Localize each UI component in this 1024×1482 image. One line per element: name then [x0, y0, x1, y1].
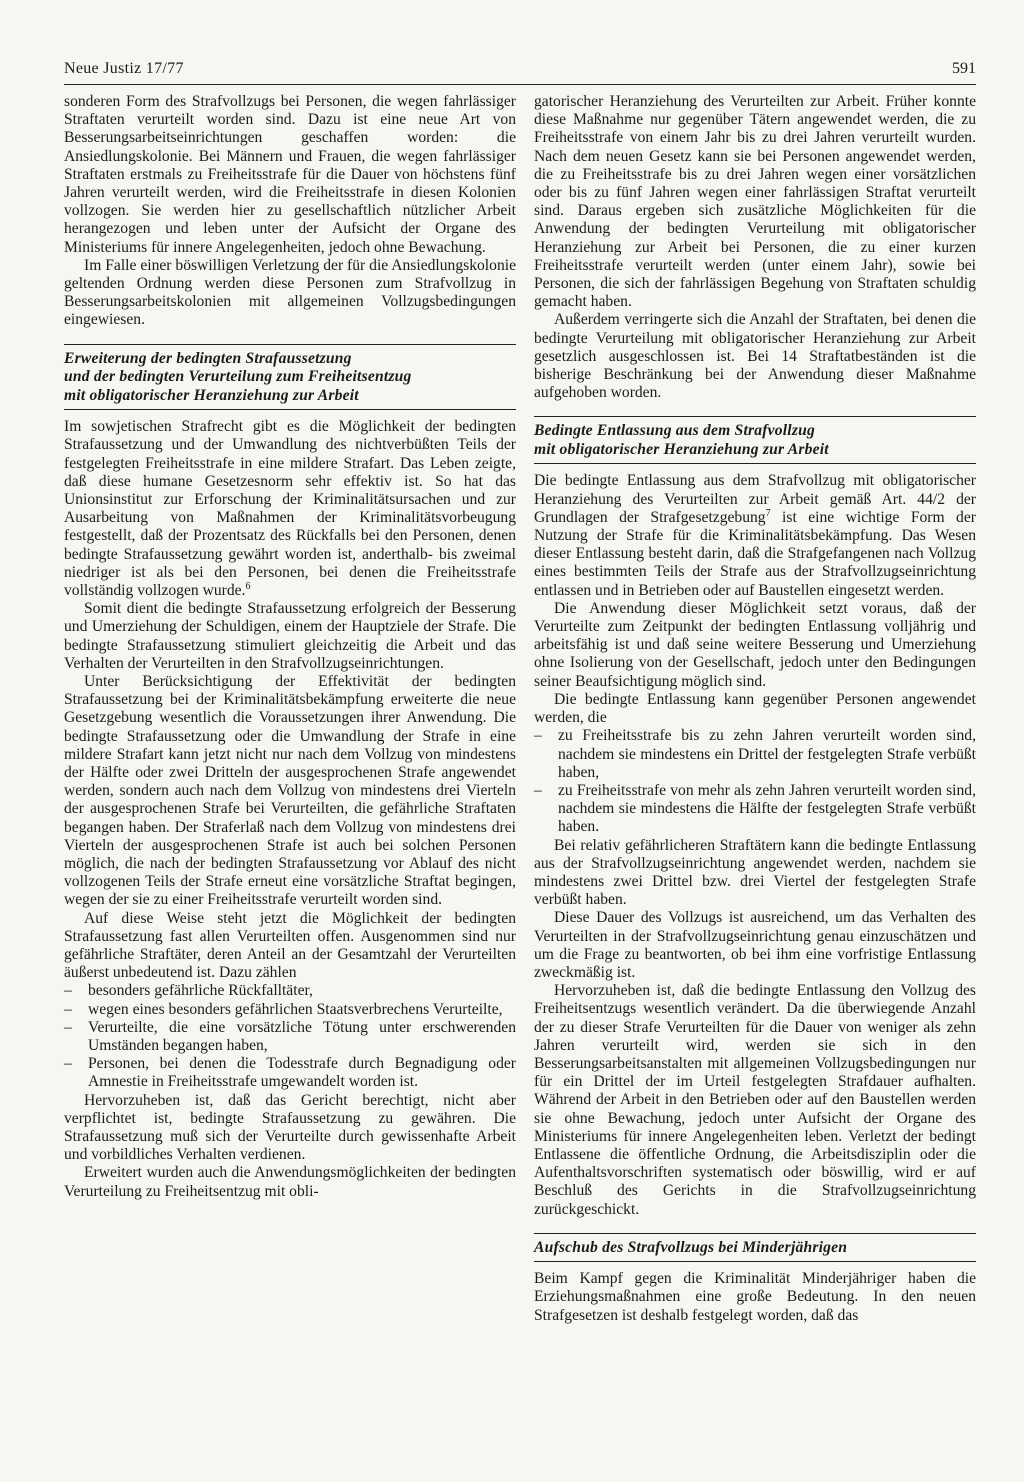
heading-line: mit obligatorischer Heranziehung zur Arbeit: [64, 386, 359, 404]
paragraph: Hervorzuheben ist, daß die bedingte Entlassung den Vollzug des Freiheitsentzugs wesentlich verändert. Da die überwiegende Anzahl der zu dieser Strafe Verurteilten für die Dauer von weniger als zehn Jahren verurteilt wird, werden sie sich in den Besserungsarbeitsanstalten mit allgemeinen Vollzugsbedingungen nur für ein Drittel der im Urteil festgelegten Strafdauer aufhalten. Während der Arbeit in den Betrieben oder auf den Baustellen werden sie ohne Bewachung, jedoch unter Aufsicht der Organe des Ministeriums für innere Angelegenheiten leben. Verletzt der bedingt Entlassene die öffentliche Ordnung, die Arbeitsdisziplin oder die Aufenthaltsvorschriften systematisch oder böswillig, wird er auf Beschluß des Gerichts in die Strafvollzugseinrichtung zurückgeschickt.: [534, 982, 976, 1218]
section-heading: [534, 1233, 976, 1263]
page-number: 591: [952, 60, 976, 77]
paragraph: Im Falle einer böswilligen Verletzung der für die Ansiedlungskolonie geltenden Ordnung werden diese Personen zum Strafvollzug in Besserungsarbeitskolonien mit allgemeinen Vollzugsbedingungen eingewiesen.: [64, 256, 516, 329]
footnote-ref: 7: [765, 507, 771, 519]
list-item: – Verurteilte, die eine vorsätzliche Tötung unter erschwerenden Umständen begangen haben,: [64, 1019, 516, 1055]
paragraph: Die Anwendung dieser Möglichkeit setzt voraus, daß der Verurteilte zum Zeitpunkt der bedingten Entlassung volljährig und arbeitsfähig ist und daß seine weitere Besserung und Umerziehung ohne Isolierung von der Gesellschaft, jedoch unter den Bedingungen seiner Beaufsichtigung möglich sind.: [534, 599, 976, 690]
list-item: – zu Freiheitsstrafe bis zu zehn Jahren verurteilt worden sind, nachdem sie mindestens ein Drittel der festgelegten Strafe verbüßt haben,: [534, 727, 976, 782]
paragraph: gatorischer Heranziehung des Verurteilten zur Arbeit. Früher konnte diese Maßnahme nur gegenüber Tätern angewendet werden, die zu Freiheitsstrafe von einem Jahr bis zu drei Jahren verurteilt wurden. Nach dem neuen Gesetz kann sie bei Personen angewendet werden, die zu Freiheitsstrafe bis zu drei Jahren wegen einer vorsätzlichen oder bis zu fünf Jahren wegen einer fahrlässigen Straftat verurteilt sind. Daraus ergeben sich zusätzliche Möglichkeiten für die Anwendung der bedingten Verurteilung mit obligatorischer Heranziehung zur Arbeit bei Personen, die zu einer kurzen Freiheitsstrafe verurteilt werden (unter einem Jahr), sowie bei Personen, die sich der fahrlässigen Begehung von Straftaten schuldig gemacht haben.: [534, 93, 976, 311]
right-column: [534, 93, 976, 1325]
list-item: – wegen eines besonders gefährlichen Staatsverbrechens Verurteilte,: [64, 1001, 516, 1019]
paragraph-text: Die bedingte Entlassung aus dem Strafvollzug mit obligatorischer Heranziehung des Verurteilten zur Arbeit gemäß Art. 44/2 der Grundlagen der Strafgesetzgebung: [534, 472, 976, 526]
paragraph: Außerdem verringerte sich die Anzahl der Straftaten, bei denen die bedingte Verurteilung mit obligatorischer Heranziehung zur Arbeit gesetzlich ausgeschlossen ist. Bei 14 Straftatbeständen ist die bisherige Beschränkung bei der Anwendung dieser Maßnahme aufgehoben worden.: [534, 311, 976, 402]
journal-title: Neue Justiz 17/77: [64, 60, 184, 77]
heading-line: Bedingte Entlassung aus dem Strafvollzug: [534, 422, 815, 440]
paragraph: Die bedingte Entlassung kann gegenüber Personen angewendet werden, die: [534, 690, 976, 727]
paragraph-text: ist eine wichtige Form der Nutzung der Strafe für die Kriminalitätsbekämpfung. Das Wesen dieser Entlassung besteht darin, daß die Strafgefangenen nach Vollzug eines bestimmten Teils der Strafe aus der Strafvollzugseinrichtung entlassen und in Betrieben oder auf Baustellen eingesetzt werden.: [534, 508, 976, 599]
paragraph: Diese Dauer des Vollzugs ist ausreichend, um das Verhalten des Verurteilten in der Strafvollzugseinrichtung genau einzuschätzen und um die Frage zu beantworten, ob bei ihm eine vorfristige Entlassung zweckmäßig ist.: [534, 909, 976, 981]
paragraph: Hervorzuheben ist, daß das Gericht berechtigt, nicht aber verpflichtet ist, bedingte Strafaussetzung zu gewähren. Die Strafaussetzung muß sich der Verurteilte durch gewissenhafte Arbeit und vorbildliches Verhalten verdienen.: [64, 1091, 516, 1164]
heading-line: Aufschub des Strafvollzugs bei Minderjährigen: [534, 1238, 848, 1256]
paragraph: sonderen Form des Strafvollzugs bei Personen, die wegen fahrlässiger Straftaten verurteilt worden sind. Dazu ist eine neue Art von Besserungsarbeitseinrichtungen geschaffen worden: die Ansiedlungskolonie. Bei Männern und Frauen, die wegen fahrlässiger Straftaten erstmals zu Freiheitsstrafe für die Dauer von höchstens fünf Jahren verurteilt werden, wird die Freiheitsstrafe in diesen Kolonien vollzogen. Sie werden hier zu gesellschaftlich nützlicher Arbeit herangezogen und leben unter der Aufsicht der Organe des Ministeriums für innere Angelegenheiten, jedoch ohne Bewachung.: [64, 93, 516, 256]
paragraph: [64, 418, 516, 600]
section-heading: [534, 416, 976, 464]
paragraph: Unter Berücksichtigung der Effektivität der bedingten Strafaussetzung bei der Kriminalitätsbekämpfung erweiterte die neue Gesetzgebung wesentlich die Voraussetzungen ihrer Anwendung. Die bedingte Strafaussetzung oder die Umwandlung der Strafe in eine mildere Strafart kann jetzt nicht nur nach dem Vollzug von mindestens der Hälfte oder zwei Dritteln der ausgesprochenen Strafe angewendet werden, sondern auch nach dem Vollzug von mindestens drei Vierteln der ausgesprochenen Strafe bei Verurteilten, die gefährliche Straftaten begangen haben. Der Straferlaß nach dem Vollzug von mindestens drei Vierteln der ausgesprochenen Strafe ist auch bei solchen Personen möglich, die nach der bedingten Strafaussetzung vor Ablauf des nicht vollzogenen Teils der Strafe erneut eine vorsätzliche Straftat begingen, wegen der sie zu einer Freiheitsstrafe verurteilt worden sind.: [64, 672, 516, 909]
page-header: [64, 60, 976, 85]
paragraph: Beim Kampf gegen die Kriminalität Minderjähriger haben die Erziehungsmaßnahmen eine große Bedeutung. In den neuen Strafgesetzen ist deshalb festgelegt worden, daß das: [534, 1270, 976, 1324]
footnote-ref: 6: [245, 580, 251, 592]
paragraph: Somit dient die bedingte Strafaussetzung erfolgreich der Besserung und Umerziehung der Schuldigen, einem der Hauptziele der Strafe. Die bedingte Strafaussetzung stimuliert gleichzeitig die Arbeit und das Verhalten der Verurteilten in den Strafvollzugseinrichtungen.: [64, 600, 516, 672]
paragraph: Bei relativ gefährlicheren Straftätern kann die bedingte Entlassung aus der Strafvollzugseinrichtung angewendet werden, nachdem sie mindestens zwei Drittel bzw. drei Viertel der festgelegten Strafe verbüßt haben.: [534, 836, 976, 909]
heading-line: Erweiterung der bedingten Strafaussetzung: [64, 349, 352, 367]
heading-line: und der bedingten Verurteilung zum Freiheitsentzug: [64, 368, 412, 386]
paragraph: Auf diese Weise steht jetzt die Möglichkeit der bedingten Strafaussetzung fast allen Verurteilten offen. Ausgenommen sind nur gefährliche Straftäter, deren Anteil an der Gesamtzahl der Verurteilten äußerst unbedeutend ist. Dazu zählen: [64, 909, 516, 982]
dash-list: [534, 727, 976, 836]
paragraph-text: Im sowjetischen Strafrecht gibt es die Möglichkeit der bedingten Strafaussetzung und der Umwandlung des nichtverbüßten Teils der festgelegten Freiheitsstrafe in eine mildere Strafart. Das Leben zeigte, daß diese humane Gesetzesnorm sehr effektiv ist. So hat das Unionsinstitut zur Erforschung der Kriminalitätsursachen und zur Ausarbeitung von Maßnahmen der Kriminalitätsvorbeugung festgestellt, daß der Prozentsatz des Rückfalls bei den Personen, denen bedingte Strafaussetzung gewährt worden ist, anderthalb- bis zweimal niedriger ist als bei den Personen, bei denen die Freiheitsstrafe vollständig vollzogen wurde.: [64, 418, 516, 599]
dash-list: [64, 982, 516, 1091]
heading-line: mit obligatorischer Heranziehung zur Arbeit: [534, 440, 829, 458]
left-column: [64, 93, 516, 1201]
list-item: – zu Freiheitsstrafe von mehr als zehn Jahren verurteilt worden sind, nachdem sie mindestens die Hälfte der festgelegten Strafe verbüßt haben.: [534, 782, 976, 837]
list-item: – Personen, bei denen die Todesstrafe durch Begnadigung oder Amnestie in Freiheitsstrafe umgewandelt worden ist.: [64, 1055, 516, 1091]
section-heading: [64, 344, 516, 411]
list-item: – besonders gefährliche Rückfalltäter,: [64, 982, 516, 1000]
paragraph: Erweitert wurden auch die Anwendungsmöglichkeiten der bedingten Verurteilung zu Freiheitsentzug mit obli-: [64, 1164, 516, 1200]
paragraph: [534, 472, 976, 599]
